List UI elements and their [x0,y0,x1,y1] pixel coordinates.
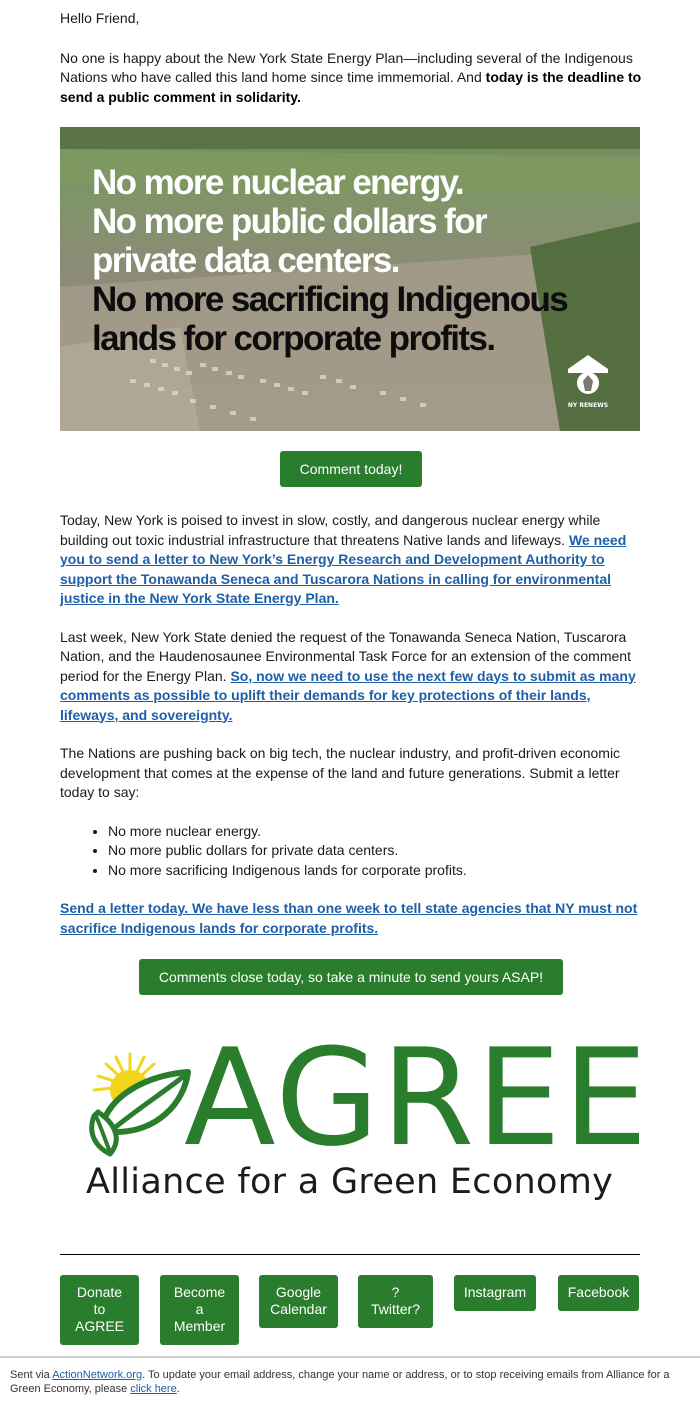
agree-logo [86,1020,650,1216]
agree-subtitle: Alliance for a Green Economy [86,1162,614,1202]
twitter-button[interactable]: ? Twitter? [358,1275,433,1328]
actionnetwork-link[interactable]: ActionNetwork.org [52,1369,143,1381]
paragraph-nuclear [60,511,642,609]
hero-image[interactable] [60,127,640,431]
hero-headline [92,163,567,358]
submit-comments-link[interactable]: So, now we need to use the next few days to submit as many comments as possible to uplift their demands for key protections of their lands, lifeways, and sovereignty. [60,667,636,723]
intro-text: No one is happy about the New York State Energy Plan—including several of the Indigenous Nations who have called this land home since time immemorial. And [60,49,633,85]
list-item: • No more nuclear energy. [108,822,642,842]
greeting: Hello Friend, [60,10,140,26]
list-item: • No more public dollars for private data centers. [108,841,642,861]
sun-leaf-icon [86,1046,196,1158]
ny-renews-label: NY RENEWS [567,402,609,409]
para1-text: Today, New York is poised to invest in slow, costly, and dangerous nuclear energy while building out toxic industrial infrastructure that threatens Native lands and lifeways. [60,512,601,548]
paragraph-denied [60,628,642,726]
divider [60,1254,640,1255]
hero-line: No more nuclear energy. [92,163,464,202]
sent-via-footer: Sent via ActionNetwork.org. To update your email address, change your name or address, or to stop receiving emails from Alliance for a Green Economy, please click here. [0,1356,700,1406]
footer-button-row [60,1275,640,1347]
hero-line: private data centers. [92,241,399,280]
comments-close-button[interactable]: Comments close today, so take a minute to send yours ASAP! [139,959,563,995]
email-body [60,9,642,995]
para2-text: Last week, New York State denied the request of the Tonawanda Seneca Nation, Tuscarora Nation, and the Haudenosaunee Environmental Task Force for an extension of the comment period for the Energy Plan. [60,628,631,684]
donate-button[interactable]: Donate to AGREE [60,1275,139,1345]
intro-bold: today is the deadline to send a public comment in solidarity. [60,69,642,105]
ny-renews-logo-icon [563,351,613,409]
paragraph-nations: The Nations are pushing back on big tech, the nuclear industry, and profit-driven economic development that comes at the expense of the land and future generations. Submit a letter today to say: [60,745,621,800]
become-member-button[interactable]: Become a Member [160,1275,239,1345]
instagram-button[interactable]: Instagram [454,1275,536,1311]
agree-wordmark: AGREE [184,1020,650,1176]
comment-today-button[interactable]: Comment today! [280,451,423,487]
nyserda-letter-link[interactable]: We need you to send a letter to New York’s Energy Research and Development Authority to support the Tonawanda Seneca and Tuscarora Nations in calling for environmental justice in the New York State Energy Plan. [60,531,627,606]
hero-line: lands for corporate profits. [92,319,495,358]
hero-line: No more sacrificing Indigenous [92,280,568,319]
cta-paragraph [60,899,642,938]
google-calendar-button[interactable]: Google Calendar [259,1275,338,1328]
facebook-button[interactable]: Facebook [558,1275,639,1311]
intro-paragraph [60,49,642,108]
list-item: • No more sacrificing Indigenous lands for corporate profits. [108,861,642,881]
hero-line: No more public dollars for [92,202,487,241]
unsubscribe-link[interactable]: click here [130,1383,177,1395]
send-letter-link[interactable]: Send a letter today. We have less than one week to tell state agencies that NY must not sacrifice Indigenous lands for corporate profits. [60,900,638,936]
demands-list [108,822,642,881]
